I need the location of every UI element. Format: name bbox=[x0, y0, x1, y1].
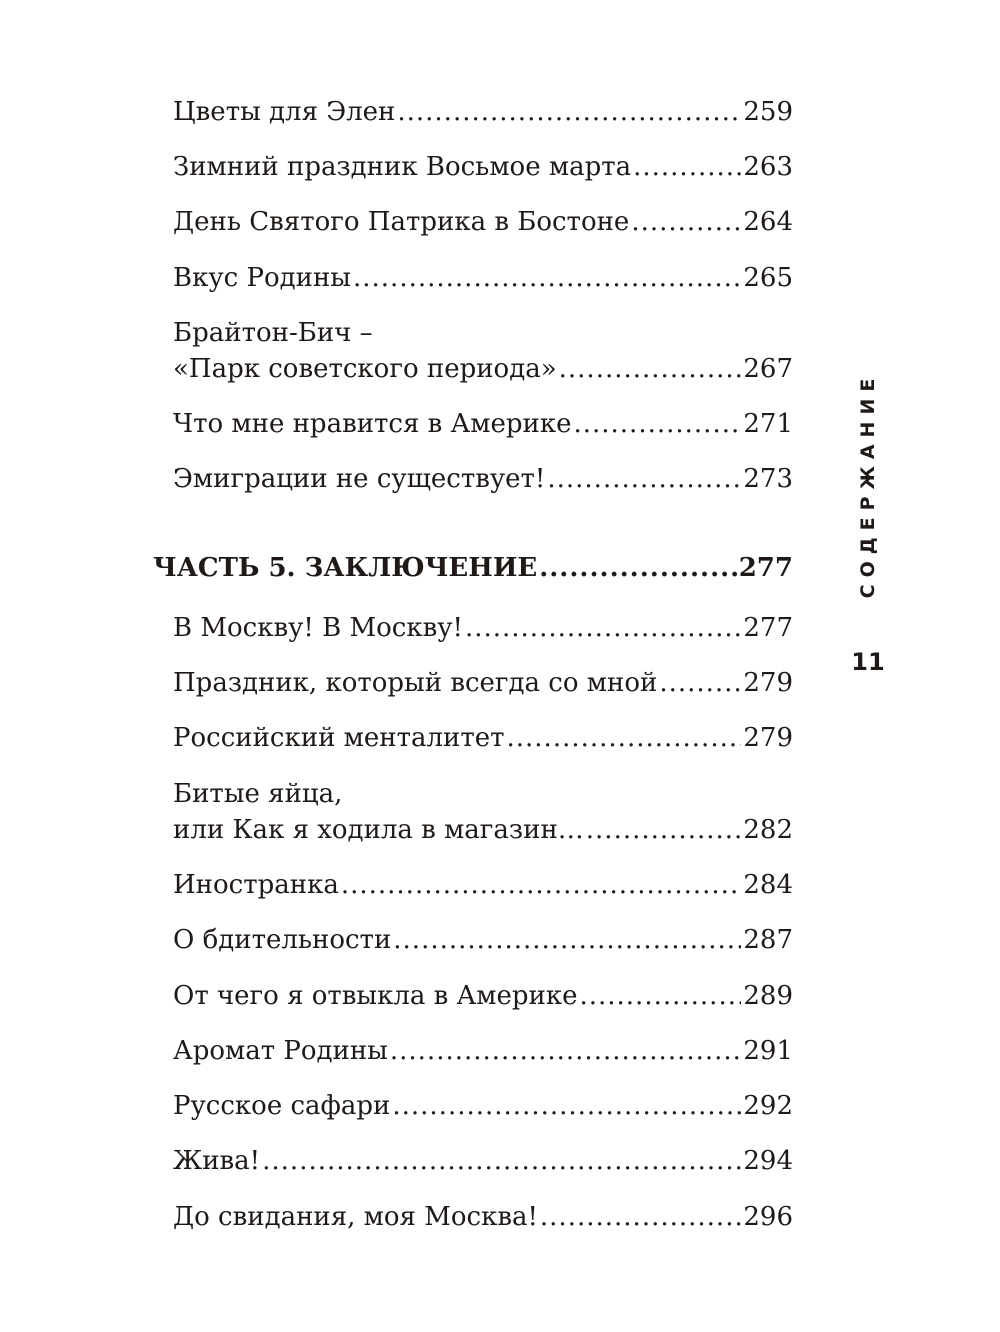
toc-entry-title: В Москву! В Москву! bbox=[173, 613, 463, 643]
toc-entry bbox=[173, 353, 793, 385]
toc-entry-page: 267 bbox=[743, 354, 793, 384]
dot-leader bbox=[262, 1145, 741, 1177]
toc-entry-title: Праздник, который всегда со мной bbox=[173, 668, 658, 698]
toc-entry-page: 282 bbox=[743, 815, 793, 845]
toc-entry bbox=[173, 408, 793, 440]
dot-leader bbox=[392, 1090, 741, 1122]
dot-leader bbox=[579, 980, 741, 1012]
toc-entry-page: 279 bbox=[743, 723, 793, 753]
page-number: 11 bbox=[851, 648, 885, 676]
toc-entry-page: 264 bbox=[743, 207, 793, 237]
toc-entry-page: 289 bbox=[743, 981, 793, 1011]
toc-entry-title-first-line: Битые яйца, bbox=[173, 779, 343, 809]
dot-leader bbox=[465, 612, 741, 644]
toc-entry bbox=[173, 206, 793, 238]
toc-entry bbox=[173, 924, 793, 956]
toc-entry bbox=[173, 869, 793, 901]
toc-entry-title: «Парк советского периода» bbox=[173, 354, 557, 384]
toc-part-heading bbox=[153, 552, 793, 584]
toc-entry bbox=[173, 980, 793, 1012]
toc-entry-page: 279 bbox=[743, 668, 793, 698]
dot-leader bbox=[559, 353, 742, 385]
toc-entry-page: 291 bbox=[743, 1036, 793, 1066]
toc-entry-title: До свидания, моя Москва! bbox=[173, 1202, 538, 1232]
toc-entry-page: 292 bbox=[743, 1091, 793, 1121]
toc-entry-title: Аромат Родины bbox=[173, 1036, 388, 1066]
toc-entry bbox=[173, 1090, 793, 1122]
dot-leader bbox=[631, 206, 741, 238]
toc-entry bbox=[173, 262, 793, 294]
toc-entry-title: Российский менталитет bbox=[173, 723, 505, 753]
toc-entry bbox=[173, 151, 793, 183]
toc-entry-title: День Святого Патрика в Бостоне bbox=[173, 207, 630, 237]
dot-leader bbox=[540, 1201, 741, 1233]
toc-entry-title: Зимний праздник Восьмое марта bbox=[173, 152, 632, 182]
toc-entry bbox=[173, 1145, 793, 1177]
toc-entry-title: Жива! bbox=[173, 1146, 261, 1176]
toc-entry bbox=[173, 463, 793, 495]
dot-leader bbox=[659, 667, 741, 699]
toc-entry-title: Русское сафари bbox=[173, 1091, 391, 1121]
toc-entry-title-first-line: Брайтон-Бич – bbox=[173, 318, 373, 348]
toc-entry bbox=[173, 1201, 793, 1233]
toc-entry-page: 277 bbox=[743, 613, 793, 643]
toc-entry bbox=[173, 1035, 793, 1067]
dot-leader bbox=[586, 814, 742, 846]
dot-leader bbox=[341, 869, 742, 901]
toc-entry-title: Вкус Родины bbox=[173, 263, 351, 293]
toc-entry-page: 271 bbox=[743, 409, 793, 439]
toc-part-page: 277 bbox=[738, 553, 793, 583]
toc-entry-title: Иностранка bbox=[173, 870, 339, 900]
toc-entry-page: 294 bbox=[743, 1146, 793, 1176]
toc-entry-title: От чего я отвыкла в Америке bbox=[173, 981, 578, 1011]
toc-entry bbox=[173, 814, 793, 846]
dot-leader bbox=[633, 151, 741, 183]
dot-leader bbox=[539, 552, 737, 584]
toc-entry bbox=[173, 667, 793, 699]
toc-entry-page: 273 bbox=[743, 464, 793, 494]
toc-entry-title: Эмиграции не существует! bbox=[173, 464, 546, 494]
dot-leader bbox=[353, 262, 741, 294]
dot-leader bbox=[507, 722, 742, 754]
toc-entry-title: или Как я ходила в магазин… bbox=[173, 815, 584, 845]
toc-entry-page: 296 bbox=[743, 1202, 793, 1232]
toc-part-title: ЧАСТЬ 5. ЗАКЛЮЧЕНИЕ bbox=[153, 553, 538, 583]
toc-entry bbox=[173, 96, 793, 128]
toc-entry-title: Цветы для Элен bbox=[173, 97, 396, 127]
dot-leader bbox=[573, 408, 741, 440]
toc-entry-page: 265 bbox=[743, 263, 793, 293]
toc-entry-page: 263 bbox=[743, 152, 793, 182]
toc-entry bbox=[173, 722, 793, 754]
toc-entry-title: О бдительности bbox=[173, 925, 392, 955]
toc-entry bbox=[173, 612, 793, 644]
dot-leader bbox=[547, 463, 741, 495]
dot-leader bbox=[393, 924, 741, 956]
dot-leader bbox=[390, 1035, 741, 1067]
toc-entry-page: 259 bbox=[743, 97, 793, 127]
dot-leader bbox=[397, 96, 741, 128]
toc-entry-title: Что мне нравится в Америке bbox=[173, 409, 572, 439]
toc-entry-page: 287 bbox=[743, 925, 793, 955]
running-section-label: СОДЕРЖАНИЕ bbox=[857, 371, 879, 599]
toc-entry-page: 284 bbox=[743, 870, 793, 900]
